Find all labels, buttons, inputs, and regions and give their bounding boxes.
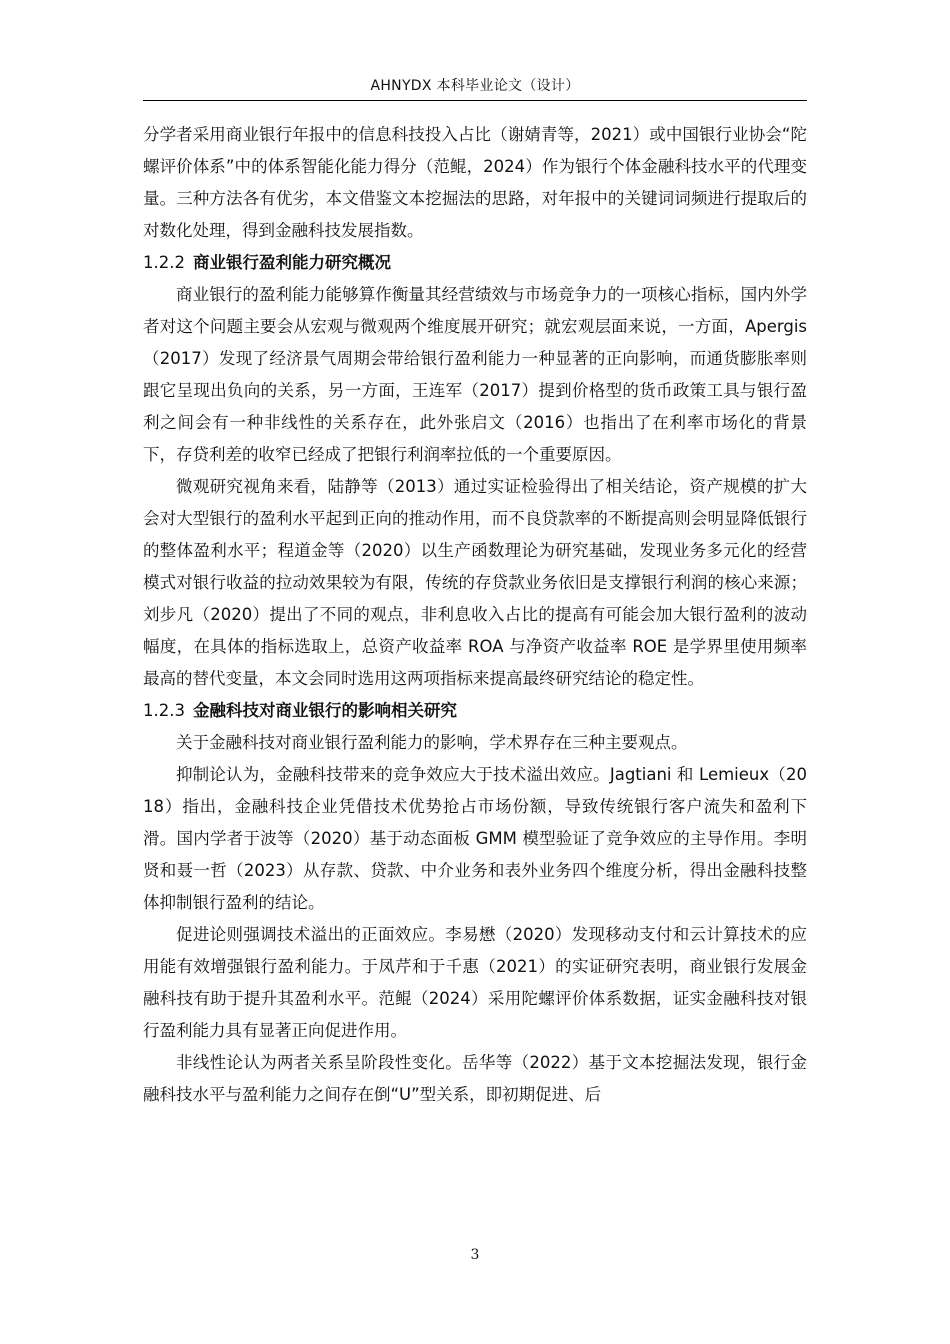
paragraph-promotion-view: 促进论则强调技术溢出的正面效应。李易懋（2020）发现移动支付和云计算技术的应用能有效增强银行盈利能力。于凤芹和于千惠（2021）的实证研究表明，商业银行发展金融科技有助于提升其盈利水平。范鲲（2024）采用陀螺评价体系数据，证实金融科技对银行盈利能力具有显著正向促进作用。 (143, 925, 807, 1040)
paragraph-continuation: 分学者采用商业银行年报中的信息科技投入占比（谢婧青等，2021）或中国银行业协会“陀螺评价体系”中的体系智能化能力得分（范鲲，2024）作为银行个体金融科技水平的代理变量。三种方法各有优劣，本文借鉴文本挖掘法的思路，对年报中的关键词词频进行提取后的对数化处理，得到金融科技发展指数。 (143, 125, 807, 240)
section-number: 1.2.2 (143, 253, 185, 272)
section-title: 金融科技对商业银行的影响相关研究 (192, 701, 457, 720)
paragraph-three-views: 关于金融科技对商业银行盈利能力的影响，学术界存在三种主要观点。 (176, 733, 688, 752)
section-heading-1-2-3 (143, 695, 807, 727)
paragraph-macro-research: 商业银行的盈利能力能够算作衡量其经营绩效与市场竞争力的一项核心指标，国内外学者对这个问题主要会从宏观与微观两个维度展开研究；就宏观层面来说，一方面，Apergis（2017）发现了经济景气周期会带给银行盈利能力一种显著的正向影响，而通货膨胀率则跟它呈现出负向的关系，另一方面，王连军（2017）提到价格型的货币政策工具与银行盈利之间会有一种非线性的关系存在，此外张启文（2016）也指出了在利率市场化的背景下，存贷利差的收窄已经成了把银行利润率拉低的一个重要原因。 (143, 285, 807, 464)
section-heading-1-2-2 (143, 247, 807, 279)
page-header-title: AHNYDX 本科毕业论文（设计） (370, 78, 580, 94)
paragraph-micro-research: 微观研究视角来看，陆静等（2013）通过实证检验得出了相关结论，资产规模的扩大会对大型银行的盈利水平起到正向的推动作用，而不良贷款率的不断提高则会明显降低银行的整体盈利水平；程道金等（2020）以生产函数理论为研究基础，发现业务多元化的经营模式对银行收益的拉动效果较为有限，传统的存贷款业务依旧是支撑银行利润的核心来源；刘步凡（2020）提出了不同的观点，非利息收入占比的提高有可能会加大银行盈利的波动幅度，在具体的指标选取上，总资产收益率 ROA 与净资产收益率 ROE 是学界里使用频率最高的替代变量，本文会同时选用这两项指标来提高最终研究结论的稳定性。 (143, 477, 807, 688)
paragraph-nonlinear-view: 非线性论认为两者关系呈阶段性变化。岳华等（2022）基于文本挖掘法发现，银行金融科技水平与盈利能力之间存在倒“U”型关系，即初期促进、后 (143, 1053, 807, 1104)
header-divider (143, 100, 807, 101)
document-body (143, 119, 807, 1111)
page-number: 3 (470, 1247, 480, 1263)
section-title: 商业银行盈利能力研究概况 (192, 253, 391, 272)
section-number: 1.2.3 (143, 701, 185, 720)
paragraph-inhibition-view: 抑制论认为，金融科技带来的竞争效应大于技术溢出效应。Jagtiani 和 Lemieux（2018）指出，金融科技企业凭借技术优势抢占市场份额，导致传统银行客户流失和盈利下滑。国内学者于波等（2020）基于动态面板 GMM 模型验证了竞争效应的主导作用。李明贤和聂一哲（2023）从存款、贷款、中介业务和表外业务四个维度分析，得出金融科技整体抑制银行盈利的结论。 (143, 765, 807, 912)
